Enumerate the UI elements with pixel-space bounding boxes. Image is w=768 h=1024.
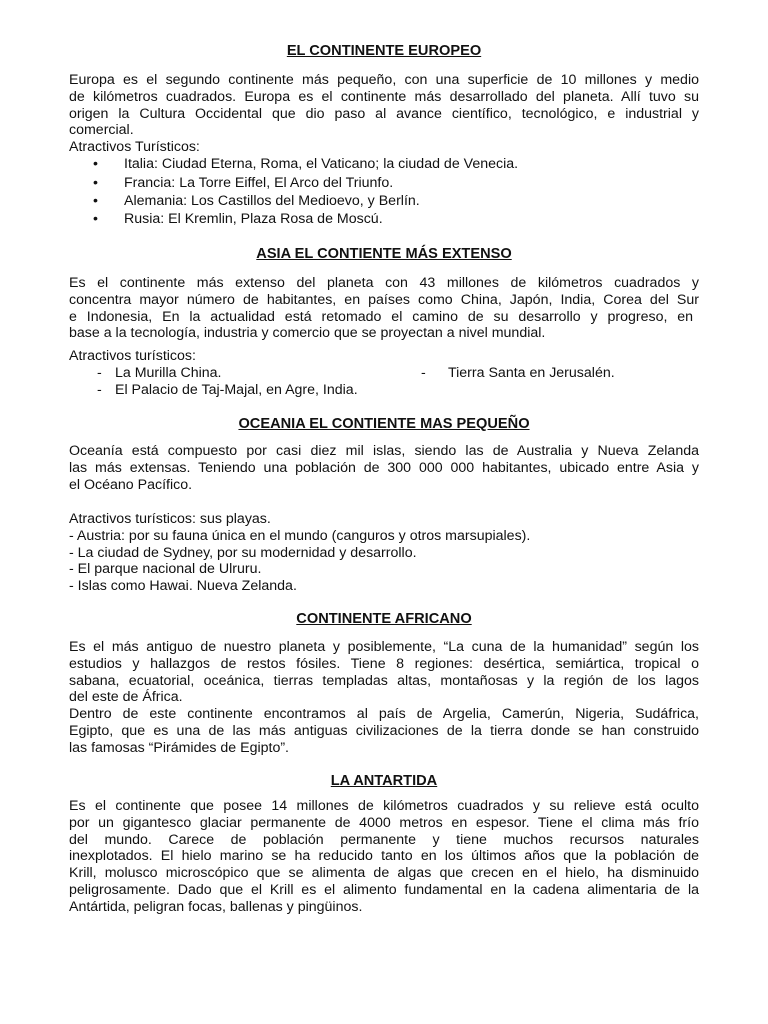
text-line: Oceanía está compuesto por casi diez mil islas, siendo las de Australia y Nueva Zelanda: [69, 443, 699, 459]
text-line: comercial.: [69, 122, 134, 139]
africa-section: [0, 611, 768, 628]
text-line: origen la Cultura Occidental que dio paso al avance científico, tecnológico, e industrial y: [69, 105, 699, 122]
europe-paragraph: [69, 72, 699, 139]
text-line: Atractivos turísticos: sus playas.: [69, 511, 271, 527]
dash-marker: -: [421, 365, 426, 381]
text-line: del mundo. Carece de población permanente y tiene muchos recursos naturales: [69, 831, 699, 848]
text-line: - Austria: por su fauna única en el mundo (canguros y otros marsupiales).: [69, 527, 531, 544]
oceania-paragraph: [69, 443, 699, 493]
bullet-icon: •: [93, 156, 98, 172]
text-line: Es el más antiguo de nuestro planeta y posiblemente, “La cuna de la humanidad” según los: [69, 639, 699, 655]
europe-section: [0, 43, 768, 60]
text-line: las más extensas. Teniendo una población de 300 000 000 habitantes, ubicado entre Asia y: [69, 459, 699, 476]
section-title-antarctica: LA ANTARTIDA: [330, 773, 438, 789]
text-line: Egipto, que es una de las más antiguas civilizaciones de la tierra donde se han construido: [69, 722, 699, 739]
antarctica-section: [0, 773, 768, 790]
text-line: - Islas como Hawai. Nueva Zelanda.: [69, 578, 297, 595]
list-item: La Murilla China.: [115, 365, 222, 381]
text-line: e Indonesia, En la actualidad está retomado el camino de su desarrollo y progreso, en: [69, 308, 694, 325]
bullet-icon: •: [93, 193, 98, 209]
asia-attractions-label: Atractivos turísticos:: [69, 348, 196, 364]
text-line: por un gigantesco glaciar permanente de 4000 metros en espesor. Tiene el clima más frío: [69, 814, 699, 831]
text-line: de kilómetros cuadrados. Europa es el continente más desarrollado del planeta. Allí tuvo su: [69, 88, 699, 105]
section-title-europe: EL CONTINENTE EUROPEO: [286, 43, 482, 59]
list-item: Tierra Santa en Jerusalén.: [448, 365, 615, 381]
bullet-icon: •: [93, 175, 98, 191]
text-line: base a la tecnología, industria y comercio que se proyectan a nivel mundial.: [69, 325, 546, 342]
text-line: Es el continente más extenso del planeta con 43 millones de kilómetros cuadrados y: [69, 275, 699, 291]
text-line: estudios y hallazgos de restos fósiles. Tiene 8 regiones: desértica, semiártica, tropical o: [69, 655, 699, 672]
text-line: Krill, molusco microscópico que se alimenta de algas que crecen en el hielo, ha disminuido: [69, 865, 699, 882]
text-line: - El parque nacional de Ulruru.: [69, 561, 262, 578]
bullet-icon: •: [93, 211, 98, 227]
europe-attractions-label: Atractivos Turísticos:: [69, 139, 200, 155]
oceania-attractions: [69, 511, 699, 595]
section-title-africa: CONTINENTE AFRICANO: [296, 611, 472, 627]
dash-marker: -: [97, 365, 102, 381]
africa-paragraph: [69, 639, 699, 757]
text-line: peligrosamente. Dado que el Krill es el alimento fundamental en la cadena alimentaria de la: [69, 881, 699, 898]
text-line: - La ciudad de Sydney, por su modernidad y desarrollo.: [69, 544, 417, 561]
asia-section: [0, 246, 768, 263]
text-line: Europa es el segundo continente más pequeño, con una superficie de 10 millones y medio: [69, 72, 699, 88]
text-line: Antártida, peligran focas, ballenas y pingüinos.: [69, 898, 363, 915]
text-line: Dentro de este continente encontramos al país de Argelia, Camerún, Nigeria, Sudáfrica,: [69, 706, 699, 723]
text-line: sabana, ecuatorial, oceánica, tierras templadas altas, montañosas y la región de los lagos: [69, 672, 699, 689]
bullet-item: Francia: La Torre Eiffel, El Arco del Triunfo.: [124, 175, 394, 191]
bullet-item: Alemania: Los Castillos del Medioevo, y Berlín.: [124, 193, 420, 209]
text-line: las famosas “Pirámides de Egipto”.: [69, 739, 289, 756]
antarctica-paragraph: [69, 798, 699, 916]
list-item: El Palacio de Taj-Majal, en Agre, India.: [115, 382, 358, 398]
asia-paragraph: [69, 275, 699, 342]
text-line: Es el continente que posee 14 millones de kilómetros cuadrados y su relieve está oculto: [69, 798, 699, 814]
section-title-asia: ASIA EL CONTIENTE MÁS EXTENSO: [256, 246, 512, 262]
bullet-item: Rusia: El Kremlin, Plaza Rosa de Moscú.: [124, 211, 383, 227]
text-line: el Océano Pacífico.: [69, 476, 193, 493]
bullet-item: Italia: Ciudad Eterna, Roma, el Vaticano; la ciudad de Venecia.: [124, 156, 519, 172]
text-line: inexplotados. El hielo marino se ha reducido tanto en los últimos años que la población de: [69, 848, 699, 865]
section-title-oceania: OCEANIA EL CONTIENTE MAS PEQUEÑO: [238, 416, 530, 432]
dash-marker: -: [97, 382, 102, 398]
text-line: concentra mayor número de habitantes, en países como China, Japón, India, Corea del Sur: [69, 291, 699, 308]
oceania-section: [0, 416, 768, 433]
text-line: del este de África.: [69, 689, 183, 706]
